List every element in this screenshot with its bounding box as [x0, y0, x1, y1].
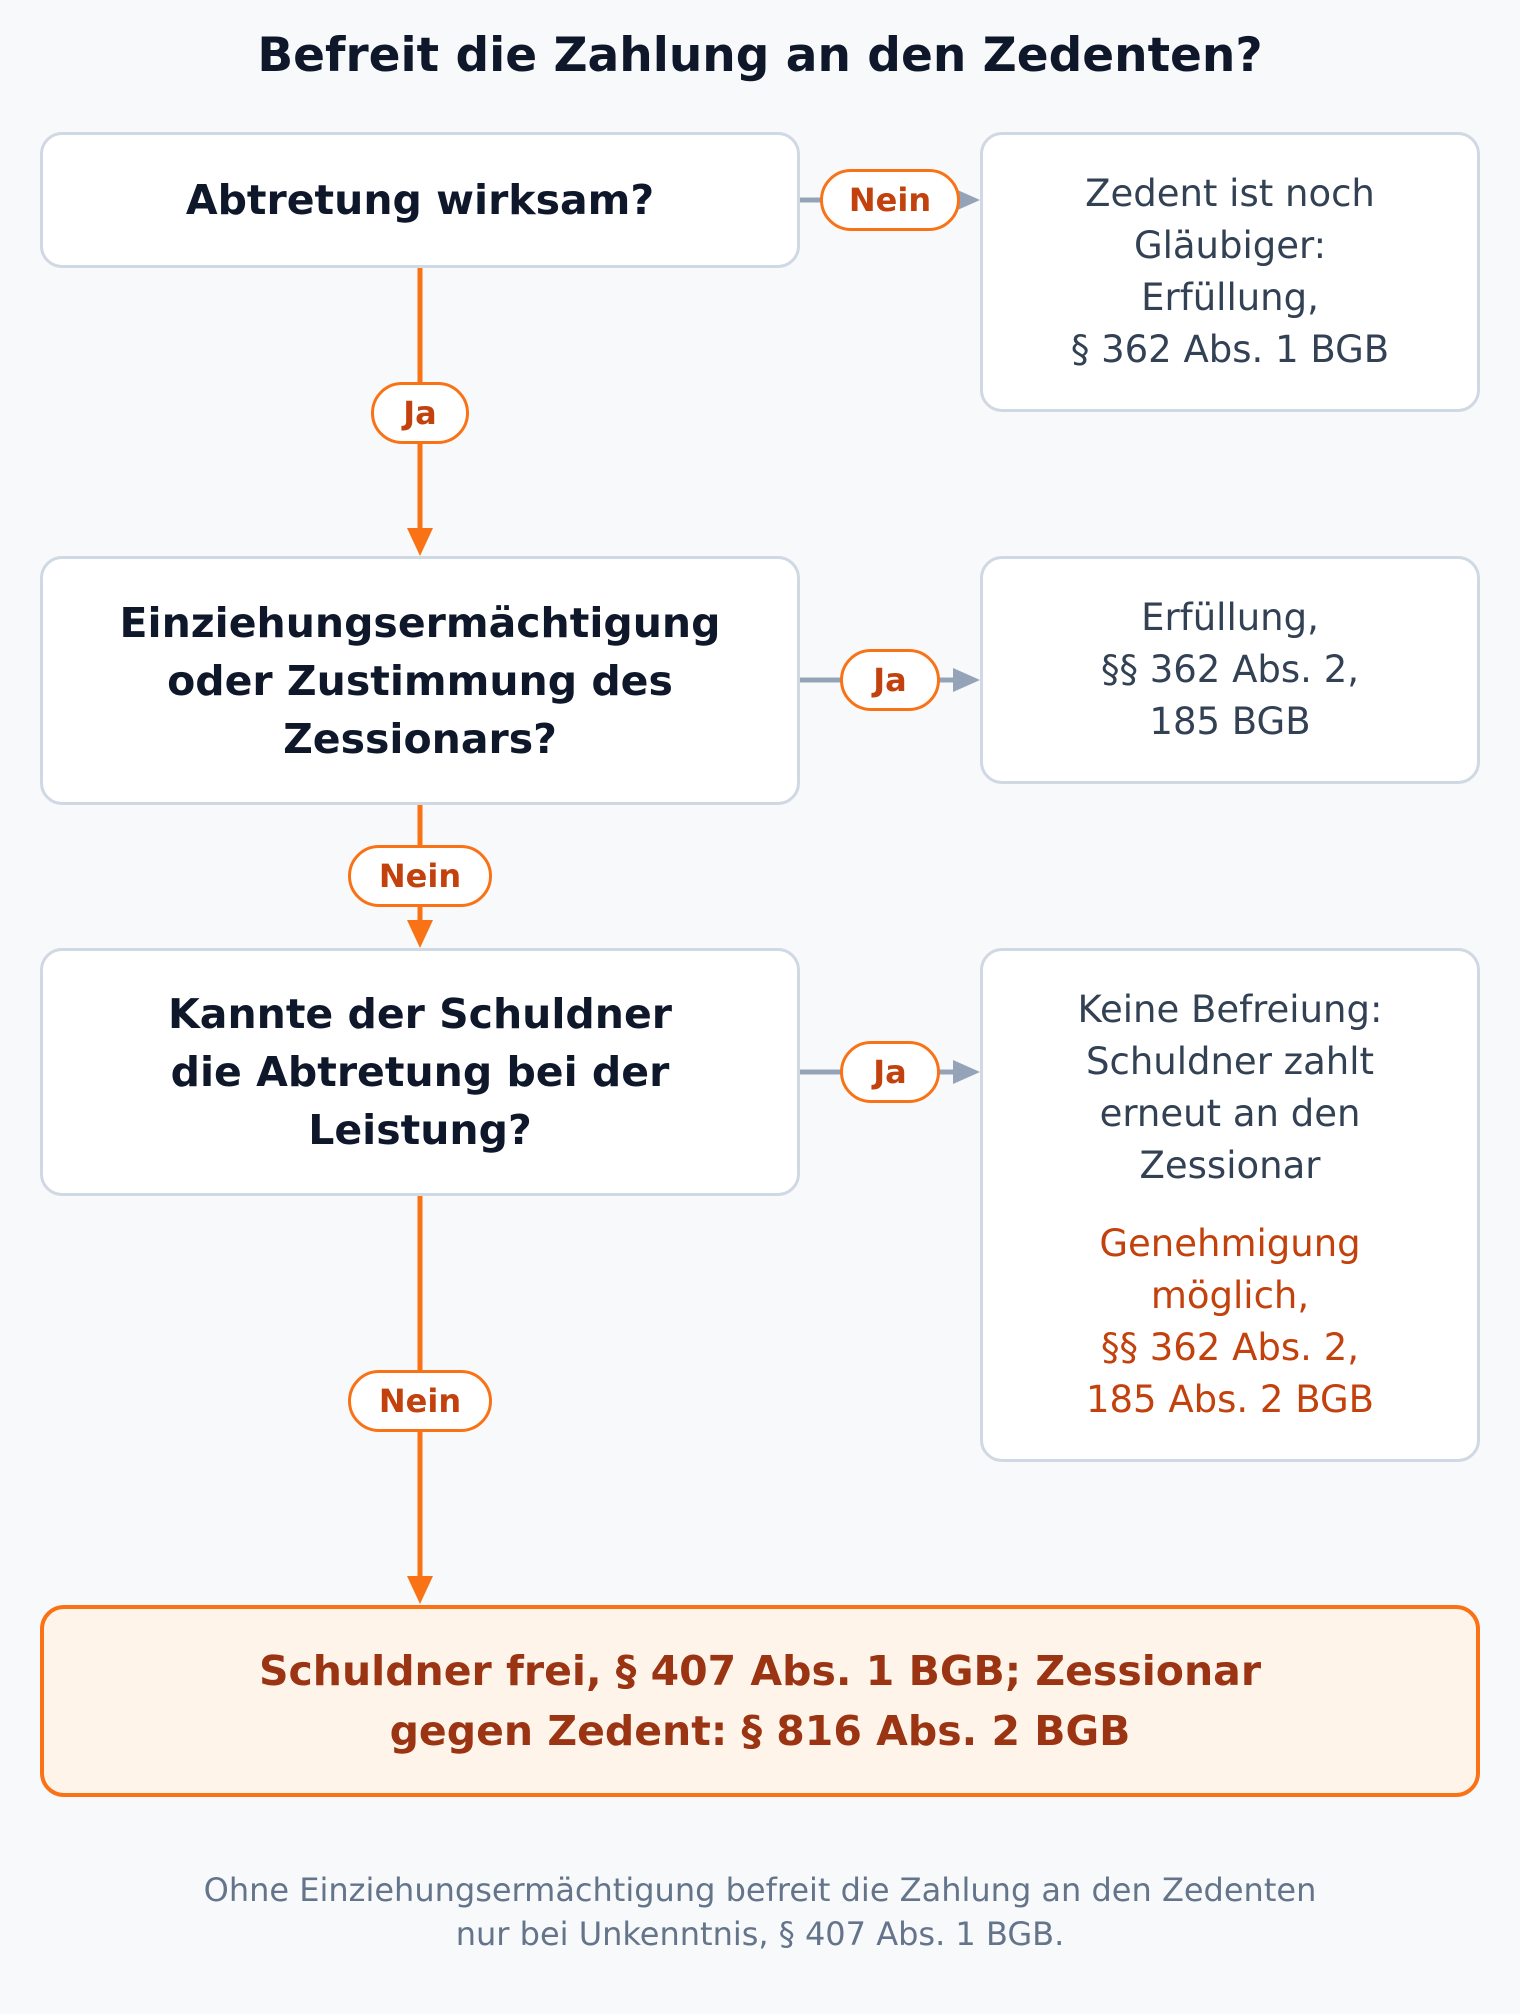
page-title: Befreit die Zahlung an den Zedenten? [257, 28, 1263, 83]
arrow-q2-down [407, 920, 433, 948]
result-text: Keine Befreiung: Schuldner zahlt erneut an den Zessionar [1077, 988, 1383, 1187]
badge-q2-nein: Nein [348, 845, 492, 907]
final-result-box: Schuldner frei, § 407 Abs. 1 BGB; Zessionar gegen Zedent: § 816 Abs. 2 BGB [40, 1605, 1480, 1797]
arrow-q3-down [407, 1576, 433, 1604]
result-note: Genehmigung möglich, §§ 362 Abs. 2, 185 Abs. 2 BGB [1085, 1222, 1375, 1421]
result-box-erfuellung-2 [980, 556, 1480, 784]
question-text: Einziehungsermächtigung oder Zustimmung des Zessionars? [119, 598, 721, 763]
result-box-keine-befreiung [980, 948, 1480, 1462]
question-box-einziehung [40, 556, 800, 805]
question-box-kenntnis [40, 948, 800, 1196]
arrow-q3-right [953, 1060, 980, 1084]
question-text: Kannte der Schuldner die Abtretung bei der Leistung? [168, 990, 672, 1154]
badge-q2-ja: Ja [840, 649, 940, 711]
result-text: Erfüllung, §§ 362 Abs. 2, 185 BGB [1100, 596, 1360, 743]
footnote: Ohne Einziehungsermächtigung befreit die Zahlung an den Zedenten nur bei Unkenntnis, § 407 Abs. 1 BGB. [203, 1871, 1317, 1953]
badge-q3-nein: Nein [348, 1370, 492, 1432]
question-text: Abtretung wirksam? [185, 176, 655, 224]
arrow-q2-right [953, 668, 980, 692]
badge-q1-nein: Nein [820, 169, 960, 231]
result-text: Zedent ist noch Gläubiger: Erfüllung, § 362 Abs. 1 BGB [1070, 172, 1390, 371]
badge-q1-ja: Ja [371, 382, 469, 444]
result-box-erfuellung-1 [980, 132, 1480, 412]
arrow-q1-down [407, 528, 433, 556]
badge-q3-ja: Ja [840, 1041, 940, 1103]
question-box-abtretung [40, 132, 800, 268]
